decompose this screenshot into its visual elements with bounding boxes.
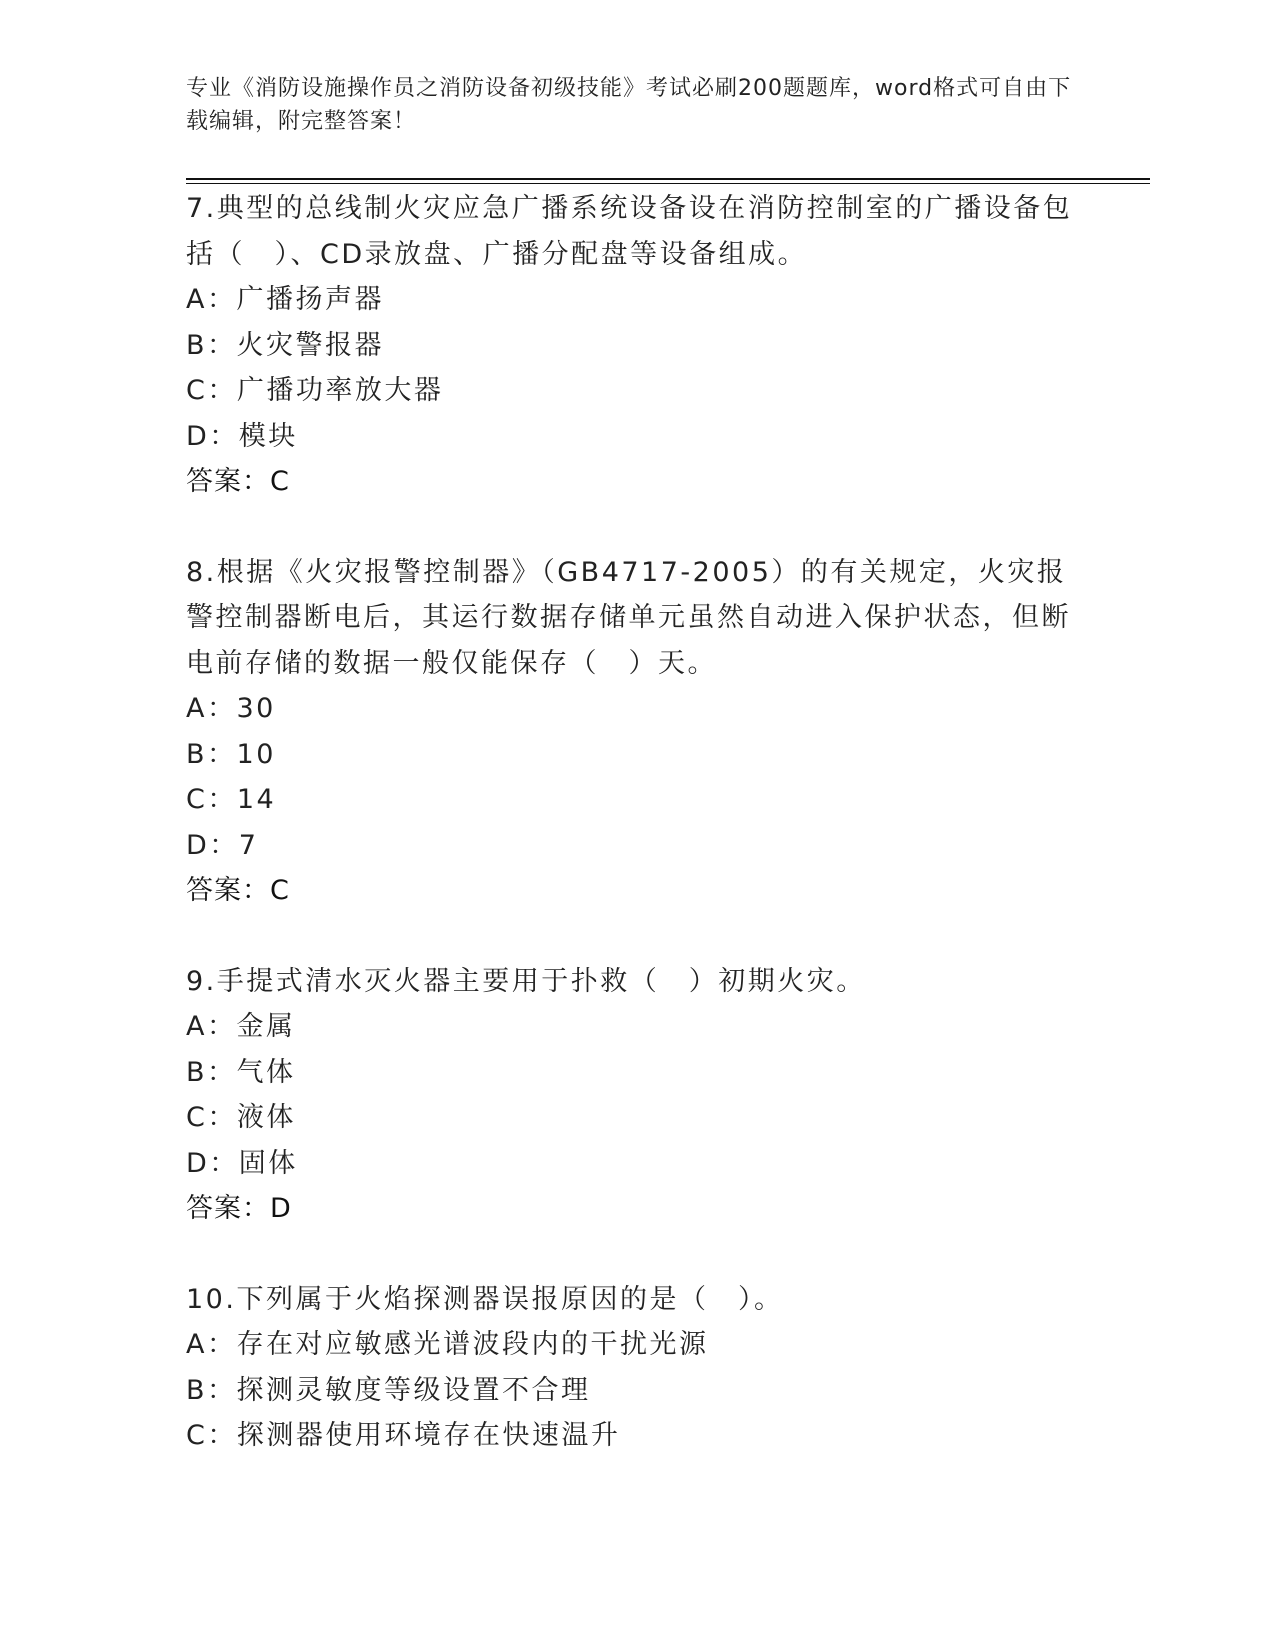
option-c: C：广播功率放大器 <box>186 375 444 406</box>
option-a: A：30 <box>186 693 276 724</box>
option-c: C：14 <box>186 784 277 815</box>
option-a: A：广播扬声器 <box>186 284 384 315</box>
option-d: D：固体 <box>186 1147 298 1179</box>
option-c: C：探测器使用环境存在快速温升 <box>186 1420 621 1451</box>
answer: 答案：D <box>186 1193 292 1224</box>
question-stem: 9.手提式清水灭火器主要用于扑救（ ）初期火灾。 <box>186 965 866 997</box>
question-list <box>186 186 1086 1459</box>
option-a: A：存在对应敏感光谱波段内的干扰光源 <box>186 1329 709 1360</box>
question-7 <box>186 186 1086 505</box>
option-b: B：10 <box>186 738 276 770</box>
answer: 答案：C <box>186 466 290 497</box>
header-divider-thick <box>186 178 1150 180</box>
question-spacer <box>186 1232 1086 1277</box>
option-b: B：探测灵敏度等级设置不合理 <box>186 1374 591 1406</box>
option-c: C：液体 <box>186 1102 296 1133</box>
option-d: D：模块 <box>186 420 298 452</box>
option-a: A：金属 <box>186 1011 296 1042</box>
question-9 <box>186 959 1086 1232</box>
question-spacer <box>186 505 1086 550</box>
question-spacer <box>186 914 1086 959</box>
option-d: D：7 <box>186 829 259 861</box>
question-stem: 7.典型的总线制火灾应急广播系统设备设在消防控制室的广播设备包括（ ）、CD录放盘、广播分配盘等设备组成。 <box>186 193 1073 270</box>
question-stem: 8.根据《火灾报警控制器》（GB4717-2005）的有关规定，火灾报警控制器断电后，其运行数据存储单元虽然自动进入保护状态，但断电前存储的数据一般仅能保存（ ）天。 <box>186 556 1071 679</box>
header-divider-thin <box>186 183 1150 184</box>
option-b: B：火灾警报器 <box>186 329 385 361</box>
option-b: B：气体 <box>186 1056 296 1088</box>
question-10 <box>186 1277 1086 1459</box>
question-8 <box>186 550 1086 914</box>
answer: 答案：C <box>186 875 290 906</box>
question-stem: 10.下列属于火焰探测器误报原因的是（ ）。 <box>186 1283 784 1315</box>
document-header: 专业《消防设施操作员之消防设备初级技能》考试必刷200题题库，word格式可自由下载编辑，附完整答案！ <box>186 76 1072 134</box>
